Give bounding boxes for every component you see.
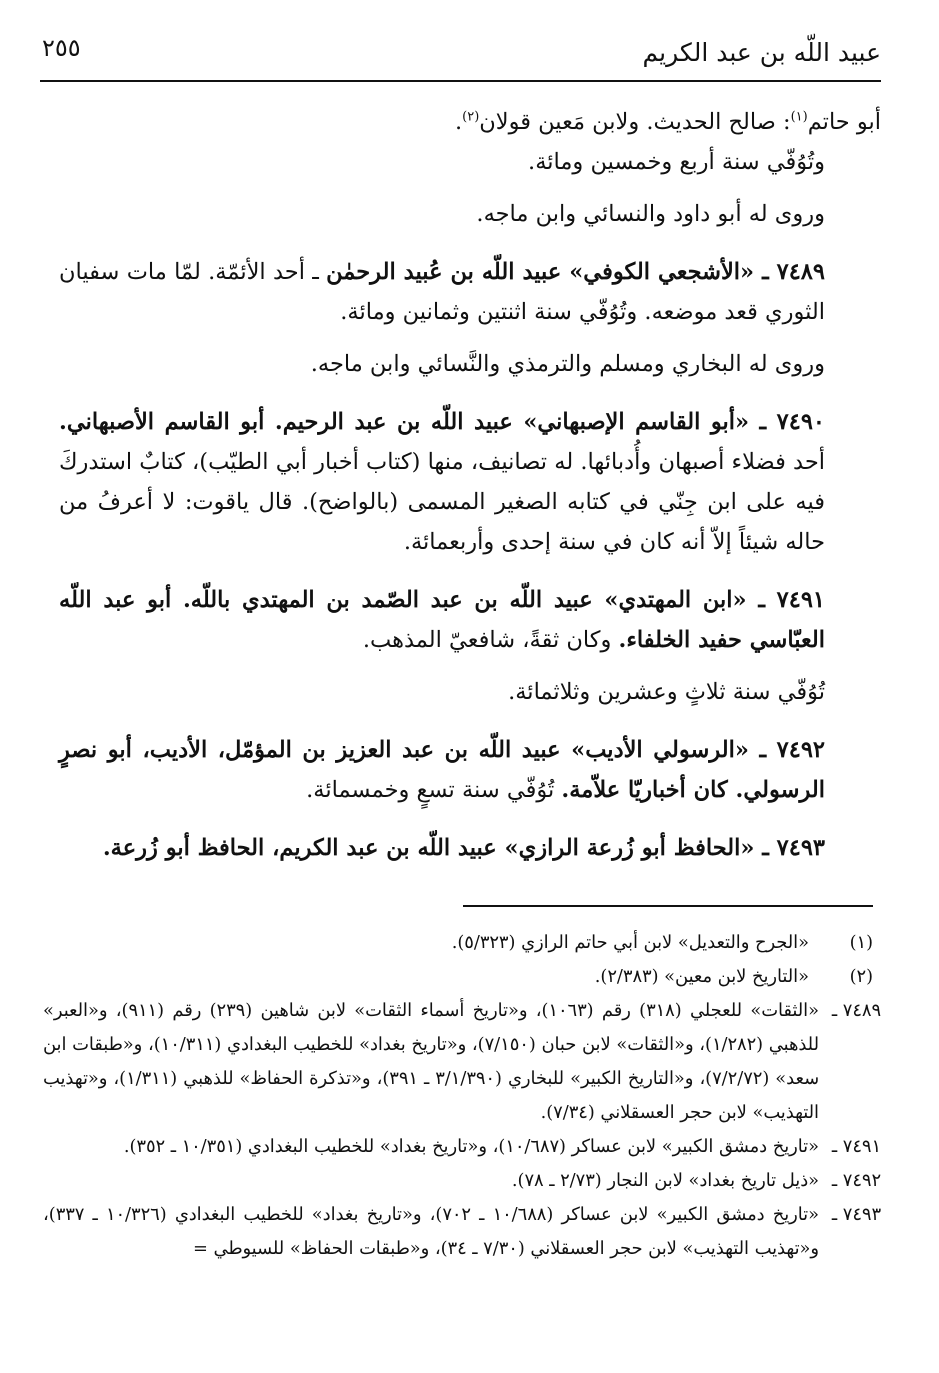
footnote-text: «الثقات» للعجلي (٣١٨) رقم (١٠٦٣)، و«تاريخ أسماء الثقات» لابن شاهين (٢٣٩) رقم (٩١١)، و«العبر» للذهبي (١/٢٨٢)، و«الثقات» لابن حبان (٧/١٥٠)، و«تاريخ بغداد» للخطيب البغدادي (١٠/٣١١)، و«طبقات ابن سعد» (٧/٢/٧٢)، و«التاريخ الكبير» للبخاري (٣/١/٣٩٠ ـ ٣٩١)، و«تذكرة الحفاظ» للذهبي (١/٣١١)، و«تهذيب التهذيب» لابن حجر العسقلاني (٧/٣٤). [43, 1000, 819, 1123]
entry-text: ـ أحد الأئمّة. لمّا مات سفيان الثوري قعد موضعه. وتُوُفّي سنة اثنتين وثمانين ومائة. [59, 259, 825, 325]
footnote-text: «تاريخ دمشق الكبير» لابن عساكر (١٠/٦٨٧)، و«تاريخ بغداد» للخطيب البغدادي (١٠/٣٥١ ـ ٣٥٢). [123, 1136, 819, 1157]
entry-7492 [59, 730, 881, 810]
footnote [43, 1164, 881, 1198]
footnote-ref[interactable]: (٢) [462, 109, 480, 125]
footnote-divider [463, 905, 873, 907]
footnote [43, 926, 881, 960]
paragraph [59, 102, 881, 142]
footnote-number: ٧٤٩٢ ـ [831, 1170, 881, 1191]
footnote [43, 960, 881, 994]
text-span: : صالح الحديث. ولابن مَعين قولان [479, 109, 791, 135]
text-span: أبو حاتم [807, 109, 881, 135]
entry-heading: ٧٤٨٩ ـ «الأشجعي الكوفي» عبيد اللّه بن عُبيد الرحمٰن [326, 259, 825, 285]
entry-7489 [59, 252, 881, 332]
footnote-text: «تاريخ دمشق الكبير» لابن عساكر (١٠/٦٨٨ ـ ٧٠٢)، و«تاريخ بغداد» للخطيب البغدادي (١٠/٣٢٦ ـ ٣٣٧)، و«تهذيب التهذيب» لابن حجر العسقلاني (٧/٣٠ ـ ٣٤)، و«طبقات الحفاظ» للسيوطي = [43, 1204, 819, 1259]
paragraph: وروى له أبو داود والنسائي وابن ماجه. [476, 201, 825, 227]
footnote-ref[interactable]: (١) [790, 109, 808, 125]
footnote-number: ٧٤٨٩ ـ [831, 1000, 881, 1021]
footnote-number: ٧٤٩٣ ـ [831, 1204, 881, 1225]
entry-heading: ٧٤٩٠ ـ «أبو القاسم الإصبهاني» عبيد اللّه بن عبد الرحيم. أبو القاسم الأصبهاني. [59, 409, 825, 435]
footnote [43, 1130, 881, 1164]
text-span: . [454, 109, 463, 135]
entry-heading: ٧٤٩٣ ـ «الحافظ أبو زُرعة الرازي» عبيد اللّه بن عبد الكريم، الحافظ أبو زُرعة. [102, 835, 825, 861]
main-text [59, 102, 881, 868]
entry-7493 [59, 828, 881, 868]
entry-heading: ٧٤٩١ ـ «ابن المهتدي» عبيد اللّه بن عبد الصّمد بن المهتدي باللّه. أبو عبد اللّه العبّاسي حفيد الخلفاء. [59, 587, 825, 653]
entry-7491 [59, 580, 881, 660]
entry-text: وكان ثقةً، شافعيّ المذهب. [362, 627, 619, 653]
page-header [40, 28, 881, 82]
entry-heading: ٧٤٩٢ ـ «الرسولي الأديب» عبيد اللّه بن عبد العزيز بن المؤمّل، الأديب، أبو نصرٍ الرسولي. كان أخباريّا علاّمة. [59, 737, 825, 803]
paragraph: تُوُفّي سنة ثلاثٍ وعشرين وثلاثمائة. [508, 679, 825, 705]
footnote-text: «ذيل تاريخ بغداد» لابن النجار (٢/٧٣ ـ ٧٨). [511, 1170, 819, 1191]
entry-7490 [59, 402, 881, 562]
footnote-number: (٢) [849, 966, 873, 987]
footnote-number: ٧٤٩١ ـ [831, 1136, 881, 1157]
entry-text: تُوُفّي سنة تسعٍ وخمسمائة. [306, 777, 562, 803]
footnotes [43, 926, 881, 1266]
footnote-text: «الجرح والتعديل» لابن أبي حاتم الرازي (٥/٣٢٣). [451, 932, 809, 953]
footnote [43, 1198, 881, 1266]
entry-text: أحد فضلاء أصبهان وأُدبائها. له تصانيف، منها (كتاب أخبار أبي الطيّب)، كتابٌ استدركَ فيه على ابن جِنّي في كتابه الصغير المسمى (بالواضح). قال ياقوت: لا أعرفُ من حاله شيئاً إلاّ أنه كان في سنة إحدى وأربعمائة. [59, 449, 825, 555]
footnote-number: (١) [849, 932, 873, 953]
paragraph: وروى له البخاري ومسلم والترمذي والنَّسائي وابن ماجه. [310, 351, 825, 377]
footnote-text: «التاريخ لابن معين» (٢/٣٨٣). [594, 966, 809, 987]
footnote [43, 994, 881, 1130]
paragraph: وتُوُفّي سنة أربع وخمسين ومائة. [528, 149, 825, 175]
page-number: ٢٥٥ [42, 34, 81, 62]
running-title: عبيد اللّه بن عبد الكريم [642, 38, 881, 67]
